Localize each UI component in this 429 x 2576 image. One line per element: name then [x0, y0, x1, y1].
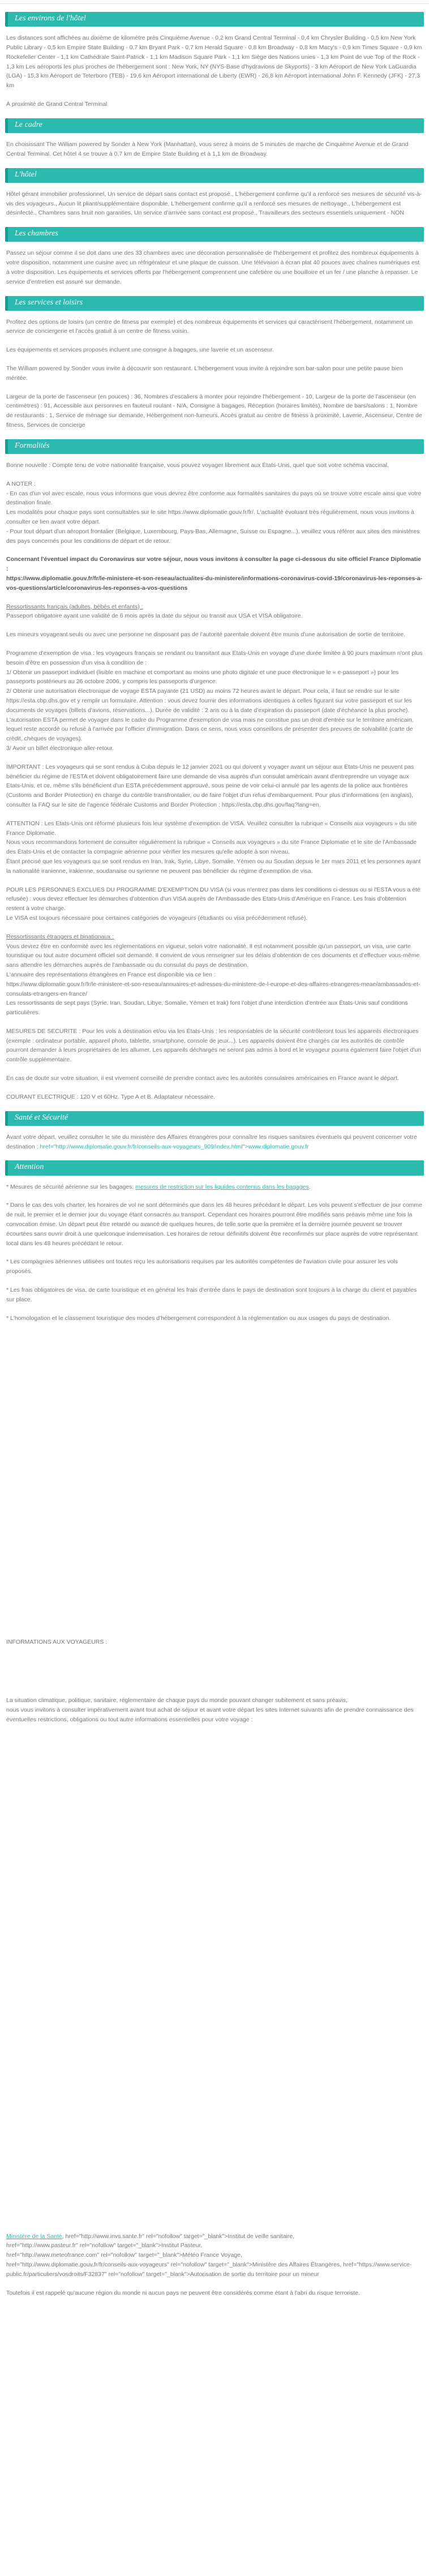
text-run: * L'homologation et le classement touristique des modes d'hébergement correspondent à la réglementation ou aux usages du pays de destination.	[6, 1314, 391, 1322]
section-services	[0, 296, 429, 430]
text-run: Étant précisé que les voyageurs qui se sont rendus en Iran, Irak, Syrie, Libye, Somalie, Yémen ou au Soudan depuis le 1er mars 2011 et les personnes ayant la nationalité iranienne, irakienne, soudanaise ou syrienne ne peuvent pas bénéficier du régime d'exemption de visa.	[6, 858, 421, 875]
text-run: INFORMATIONS AUX VOYAGEURS :	[6, 1639, 108, 1646]
text-run: The William powered by Sonder vous invite à découvrir son restaurant. L'hébergement vous invite à rejoindre son bar-salon pour une petite pause bien méritée.	[6, 365, 403, 382]
section-header-attention	[5, 1160, 424, 1175]
text-run: https://www.diplomatie.gouv.fr/fr/le-ministere-et-son-reseau/actualites-du-ministere/informations-coronavirus-covid-19/coronavirus-les-reponses-a-vos-questions/article/coronavirus-les-reponses-a-vos-questions	[6, 575, 423, 592]
text-run: Avant votre départ, veuillez consulter le site du ministère des Affaires étrangères pour connaître les risques sanitaires éventuels qui peuvent concerner votre destination :	[6, 1133, 417, 1150]
section-header-sante	[5, 1111, 424, 1126]
text-run: Hôtel gérant immobilier professionnel, Un service de départ sans contact est proposé., L'hébergement confirme qu'il a renforcé ses mesures de sécurité vis-à-vis des voyageurs., Aucun lit pliant/supplémentaire disponible, L'hébergement confirme qu'il a renforcé ses mesures de nettoyage., L'hébergement est désinfecté., Chambres sans bruit non garanties, Un service d'arrivée sans contact est proposé., Travailleurs des secteurs essentiels uniquement - NON	[6, 190, 422, 217]
text-run: MESURES DE SECURITE : Pour les vols à destination et/ou via les États-Unis : les responsables de la sécurité contrôleront tous les appareils électroniques (exemple : ordinateur portable, appareil photo, tablette, smartphone, console de jeux...). Les appareils doivent être chargés car les autorités de contrôle pourront demander à leurs propriétaires de les allumer. Les appareils déchargés ne seront pas admis à bord et le voyageur pourra également faire l'objet d'un contrôle supplémentaire.	[6, 1027, 422, 1064]
text-run: Les mineurs voyageant seuls ou avec une personne ne disposant pas de l'autorité parentale doivent être munis d'une autorisation de sortie de territoire.	[6, 631, 406, 638]
text-run: Largeur de la porte de l'ascenseur (en pouces) : 36, Nombres d'escaliers à monter pour rejoindre l'hébergement - 10, Largeur de la porte de l'ascenseur (en centimètres) : 91, Accessible aux personnes en fauteuil roulant - N/A, Consigne à bagages, Réception (horaires limités), Nombre de bars/salons : 1, Nombre de restaurants : 1, Service de ménage sur demande, Hébergement non-fumeurs, Accès gratuit au centre de fitness à proximité, Laverie, Ascenseur, Centre de fitness, Services de concierge	[6, 393, 422, 429]
text-run: Toutefois il est rappelé qu'aucune région du monde ni aucun pays ne peuvent être considérés comme étant à l'abri du risque terroriste.	[6, 2289, 361, 2296]
text-run: nous vous invitons à consulter impérativement avant tout achat de séjour et avant votre départ les sites Internet suivants afin de prendre connaissance des éventuelles restrictions, obligations ou tout autre informations essentielles pour votre voyage :	[6, 1707, 414, 1723]
section-title: Les environs de l'hôtel	[15, 14, 86, 23]
text-run: 3/ Avoir un billet électronique aller-retour.	[6, 744, 114, 752]
section-header-services	[5, 296, 424, 311]
text-run: COURANT ELECTRIQUE : 120 V et 60Hz. Type A et B. Adaptateur nécessaire.	[6, 1093, 216, 1100]
text-run: 2/ Obtenir une autorisation électronique de voyage ESTA payante (21 USD) au moins 72 heures avant le départ. Pour cela, il faut se rendre sur le site https://esta.cbp.dhs.gov et y remplir un formulaire. Attention : vous devez fournir des informations identiques à celles figurant sur votre passeport et sur les documents de voyages (billets d'avions, réservations...). Durée de validité : 2 ans ou à la date d'expiration du passeport (date d'échéance la plus proche).	[6, 688, 412, 714]
link[interactable]: href="http://www.diplomatie.gouv.fr/fr/conseils-aux-voyageurs_909/index.html">www.diplomatie.gouv.fr	[40, 1143, 309, 1150]
paragraph	[6, 461, 423, 470]
paragraph	[6, 392, 423, 430]
content	[0, 12, 429, 2298]
text-run: * Les frais obligatoires de visa, de carte touristique et en général les frais d'entrée dans le pays de destination sont toujours à la charge du client et payables sur place.	[6, 1287, 417, 1303]
section-title: Attention	[15, 1163, 44, 1172]
section-cadre	[0, 118, 429, 159]
paragraph	[6, 885, 423, 923]
section-body	[0, 190, 429, 218]
text-run: Ressortissants français (adultes, bébés et enfants) :	[6, 603, 143, 610]
text-run: * Dans le cas des vols charter, les horaires de vol ne sont déterminés que dans les 48 heures précédant le départ. Les vols peuvent s'effectuer de jour comme de nuit, le premier et le dernier jour du voyage étant consacrés au transport. Cependant ces horaires pourront être modifiés sans préavis même une fois la convocation émise. Un départ peut être retardé ou avancé de quelques heures, de telle sorte que la première et la dernière journée peuvent se trouver écourtées sans ouvrir droit à une quelconque indemnisation. Les horaires de retour définitifs doivent être reconfirmés sur place auprès de votre représentant local dans les 48 heures précédant le retour.	[6, 1202, 422, 1247]
paragraph	[6, 345, 423, 355]
text-run: - Pour tout départ d'un aéroport frontalier (Belgique, Luxembourg, Pays-Bas, Allemagne, Suisse ou Espagne...), veuillez vous référer aux sites des ministères des pays concernés pour les conditions de départ et de retour.	[6, 528, 420, 545]
text-run: * Les compagnies aériennes utilisées ont toutes reçu les autorisations requises par les autorités compétentes de l'aviation civile pour assurer les vols proposés.	[6, 1258, 398, 1275]
section-body	[0, 461, 429, 1102]
paragraph	[6, 1257, 423, 1276]
section-header-environs	[5, 12, 424, 27]
section-formalites	[0, 439, 429, 1102]
paragraph	[6, 1182, 423, 1192]
paragraph	[6, 1133, 423, 1152]
top-divider	[0, 3, 429, 4]
text-run: Passeport obligatoire ayant une validité de 6 mois après la date du séjour ou transit aux USA et VISA obligatoire.	[6, 612, 303, 620]
section-body	[0, 248, 429, 286]
text-run: , href="http://www.invs.sante.fr" rel="nofollow" target="_blank">Institut de veille sanitaire,	[62, 2232, 295, 2240]
section-title: Formalités	[15, 441, 50, 450]
text-run: ATTENTION : Les Etats-Unis ont réformé plusieurs fois leur système d'exemption de VISA. Veuillez consulter la rubrique « Conseils aux voyageurs » du site France Diplomatie.	[6, 820, 417, 837]
paragraph	[6, 1027, 423, 1065]
paragraph	[6, 100, 423, 109]
paragraph	[6, 33, 423, 91]
text-run: Concernant l'éventuel impact du Coronavirus sur votre séjour, nous vous invitons à consulter la page ci-dessous du site officiel France Diplomatie :	[6, 556, 422, 573]
text-run: Ressortissants étrangers et binationaux :	[6, 933, 114, 940]
text-run: La situation climatique, politique, sanitaire, réglementaire de chaque pays du monde pouvant changer subitement et sans préavis,	[6, 1697, 348, 1704]
text-run: En cas de doute sur votre situation, il est vivement conseillé de prendre contact avec les autorités consulaires américaines en France avant le départ.	[6, 1075, 399, 1082]
section-header-chambres	[5, 227, 424, 242]
paragraph	[6, 248, 423, 286]
paragraph	[6, 1638, 423, 1647]
section-body	[0, 1133, 429, 1152]
paragraph	[6, 762, 423, 810]
section-body	[0, 33, 429, 109]
section-attention	[0, 1160, 429, 2298]
text-run: https://www.diplomatie.gouv.fr/fr/le-ministere-et-son-reseau/annuaires-et-adresses-du-ministere-de-l-europe-et-des-affaires-etrangeres-meae/ambassades-et-consulats-etrangers-en-france/	[6, 980, 421, 997]
section-title: Les services et loisirs	[15, 298, 83, 307]
section-chambres	[0, 227, 429, 286]
text-run: .	[308, 1183, 311, 1190]
text-run: Les ressortissants de sept pays (Syrie, Iran, Soudan, Libye, Somalie, Yémen et Irak) font l'objet d'une interdiction d'entrée aux États-Unis sauf conditions particulières.	[6, 1000, 408, 1017]
text-run: L'autorisation ESTA permet de voyager dans le cadre du Programme d'exemption de visa mais ne constitue pas un droit d'entrée sur le territoire américain, lequel reste accordé ou refusé à l'arrivée par l'officier d'immigration. Dans ce sens, nous vous conseillons de présenter des preuves de solvabilité (carte de crédit, chèques de voyages).	[6, 716, 414, 743]
text-run: Le VISA est toujours nécessaire pour certaines catégories de voyageurs (étudiants ou visa précédemment refusé).	[6, 914, 308, 921]
text-run: Profitez des options de loisirs (un centre de fitness par exemple) et des nombreux équipements et services qui caractérisent l'hébergement, notamment un service de conciergerie et l'accès gratuit à un centre de fitness voisin.	[6, 318, 413, 335]
text-run: Nous vous recommandons fortement de consulter régulièrement la rubrique « Conseils aux voyageurs » du site France Diplomatie et le site de l'Ambassade des États-Unis et de contacter la compagnie aérienne pour vérifier les mesures qu'elle adopte à son niveau.	[6, 839, 417, 856]
section-body	[0, 318, 429, 430]
paragraph	[6, 364, 423, 383]
paragraph	[6, 1201, 423, 1248]
section-title: Les chambres	[15, 229, 58, 238]
paragraph	[6, 1696, 423, 1724]
section-body	[0, 140, 429, 159]
paragraph	[6, 1314, 423, 1323]
text-run: - En cas d'un vol avec escale, nous vous informons que vous devrez être conforme aux formalités sanitaires du pays où se trouve votre escale ainsi que votre destination finale.	[6, 490, 422, 507]
paragraph	[6, 819, 423, 876]
paragraph	[6, 649, 423, 753]
spacer	[1, 1332, 428, 1638]
text-run: Bonne nouvelle : Compte tenu de votre nationalité française, vous pouvez voyager librement aux États-Unis, quel que soit votre schéma vaccinal.	[6, 462, 389, 469]
text-run: Les modalités pour chaque pays sont consultables sur le site https://www.diplomatie.gouv.fr/fr/. L'actualité évoluant très régulièrement, nous vous invitons à consulter ce lien avant votre départ.	[6, 509, 414, 526]
paragraph	[6, 602, 423, 622]
section-hotel	[0, 168, 429, 218]
text-run: Les équipements et services proposés incluent une consigne à bagages, une laverie et un ascenseur.	[6, 346, 274, 354]
text-run: href="http://www.diplomatie.gouv.fr/fr/conseils-aux-voyageurs" rel="nofollow" target="_blank">Ministère des Affaires Étrangères, href="https://www.service-public.fr/particuliers/vosdroits/F32837" rel="nofollow" target="_blank">Autorisation de sortie du territoire pour un mineur	[6, 2261, 412, 2278]
paragraph	[6, 2288, 423, 2298]
link[interactable]: mesures de restriction sur les liquides contenus dans les bagages	[135, 1183, 309, 1190]
spacer	[1, 1656, 428, 1696]
paragraph	[6, 318, 423, 337]
text-run: À proximité de Grand Central Terminal	[6, 100, 108, 108]
section-header-hotel	[5, 168, 424, 183]
text-run: L'annuaire des représentations étrangères en France est disponible via ce lien :	[6, 971, 216, 978]
section-sante	[0, 1111, 429, 1152]
paragraph	[6, 1074, 423, 1083]
paragraph	[6, 555, 423, 593]
paragraph	[6, 630, 423, 640]
text-run: A NOTER :	[6, 480, 36, 487]
section-environs	[0, 12, 429, 109]
text-run: Passez un séjour comme il se doit dans une des 33 chambres avec une décoration personnalisée de l'hébergement et profitez des nombreux équipements à votre disposition, notamment une cuisine avec un réfrigérateur et une plaque de cuisson. Une télévision à écran plat 40 pouces avec chaînes numériques est à votre disposition. Les équipements et services offerts par l'hébergement comprennent une cafetière ou une bouilloire et un fer / une planche à repasser. Le service d'entretien est assuré sur demande.	[6, 250, 420, 285]
paragraph	[6, 479, 423, 546]
text-run: IMPORTANT : Les voyageurs qui se sont rendus à Cuba depuis le 12 janvier 2021 ou qui doivent y voyager avant un séjour aux Etats-Unis ne peuvent pas bénéficier du régime de l'ESTA et doivent obligatoirement faire une demande de visa auprès d'un consulat américain avant d'entreprendre un voyage aux Etats-Unis, et ce, même s'ils bénéficient d'un ESTA précédemment approuvé, sous peine de voir celui-ci annulé par les agents de la police aux frontières (Customs and Border Protection) en charge du contrôle transfrontalier, ou de faire l'objet d'un refus d'embarquement. Pour plus d'informations (en anglais), consulter la FAQ sur le site de l'agence fédérale Customs and Border Protection : https://esta.cbp.dhs.gov/faq?lang=en.	[6, 763, 414, 808]
text-run: * Mesures de sécurité aérienne sur les bagages:	[6, 1183, 136, 1190]
text-run: Vous devrez être en conformité avec les réglementations en vigueur, selon votre nationalité. Il est notamment possible qu'un passeport, un visa, une carte touristique ou tout autre document officiel soit demandé. Il convient de vous renseigner sur les délais d'obtention de ces documents et d'effectuer vous-même sans attendre les démarches auprès de l'ambassade ou du consulat du pays de destination.	[6, 942, 420, 969]
link[interactable]: Ministère de la Santé	[6, 2232, 62, 2240]
section-body	[0, 1182, 429, 2298]
paragraph	[6, 2232, 423, 2279]
text-run: En choisissant The William powered by Sonder à New York (Manhattan), vous serez à moins de 5 minutes de marche de Cinquième Avenue et de Grand Central Terminal. Cet hôtel 4 se trouve à 0,7 km de Empire State Building et à 1,1 km de Broadway.	[6, 140, 409, 157]
text-run: href="http://www.pasteur.fr" rel="nofollow" target="_blank">Institut Pasteur,	[6, 2242, 203, 2249]
section-header-cadre	[5, 118, 424, 133]
paragraph	[6, 190, 423, 218]
spacer	[1, 1734, 428, 2232]
paragraph	[6, 1285, 423, 1305]
text-run: Programme d'exemption de visa : les voyageurs français se rendant ou transitant aux Etats-Unis en voyage d'une durée limitée à 90 jours maximum n'ont plus besoin d'être en possession d'un visa à condition de :	[6, 650, 423, 666]
section-title: Le cadre	[15, 120, 42, 129]
paragraph	[6, 1092, 423, 1102]
travel-info-page	[0, 3, 429, 2576]
section-title: L'hôtel	[15, 170, 37, 179]
section-header-formalites	[5, 439, 424, 454]
text-run: POUR LES PERSONNES EXCLUES DU PROGRAMME D'EXEMPTION DU VISA (si vous n'entrez pas dans les conditions ci-dessus ou si l'ESTA vous a été refusée) : vous devez effectuer les démarches d'obtention d'un VISA auprès de l'Ambassade des Etats-Unis d'Amérique en France. Les frais d'obtention restent à votre charge.	[6, 886, 421, 912]
text-run: 1/ Obtenir un passeport individuel (lisible en machine et comportant au moins une photo digitale et une puce électronique le « e-passeport ») pour les passeports postérieurs au 26 octobre 2006, y compris les passeports d'urgence.	[6, 668, 399, 685]
text-run: Les distances sont affichées au dixième de kilomètre près Cinquième Avenue - 0,2 km Grand Central Terminal - 0,4 km Chrysler Building - 0,5 km New York Public Library - 0,5 km Empire State Building - 0,7 km Bryant Park - 0,7 km Herald Square - 0,8 km Broadway - 0,8 km Macy's - 0,9 km Times Square - 0,9 km Rockefeller Center - 1,1 km Cathédrale Saint-Patrick - 1,1 km Madison Square Park - 1,1 km Siège des Nations unies - 1,3 km Point de vue Top of the Rock - 1,3 km Les aéroports les plus proches de l'hébergement sont : New York, NY (NYS-Base d'hydravions de Skyports) - 3 km Aéroport de New York LaGuardia (LGA) - 15,3 km Aéroport de Teterboro (TEB) - 19,6 km Aéroport international de Liberty (EWR) - 26,8 km Aéroport international John F. Kennedy (JFK) - 27,3 km	[6, 35, 422, 89]
paragraph	[6, 140, 423, 159]
text-run: href="http://www.meteofrance.com" rel="nofollow" target="_blank">Météo France Voyage,	[6, 2252, 242, 2259]
section-title: Santé et Sécurité	[15, 1113, 68, 1122]
paragraph	[6, 932, 423, 1018]
